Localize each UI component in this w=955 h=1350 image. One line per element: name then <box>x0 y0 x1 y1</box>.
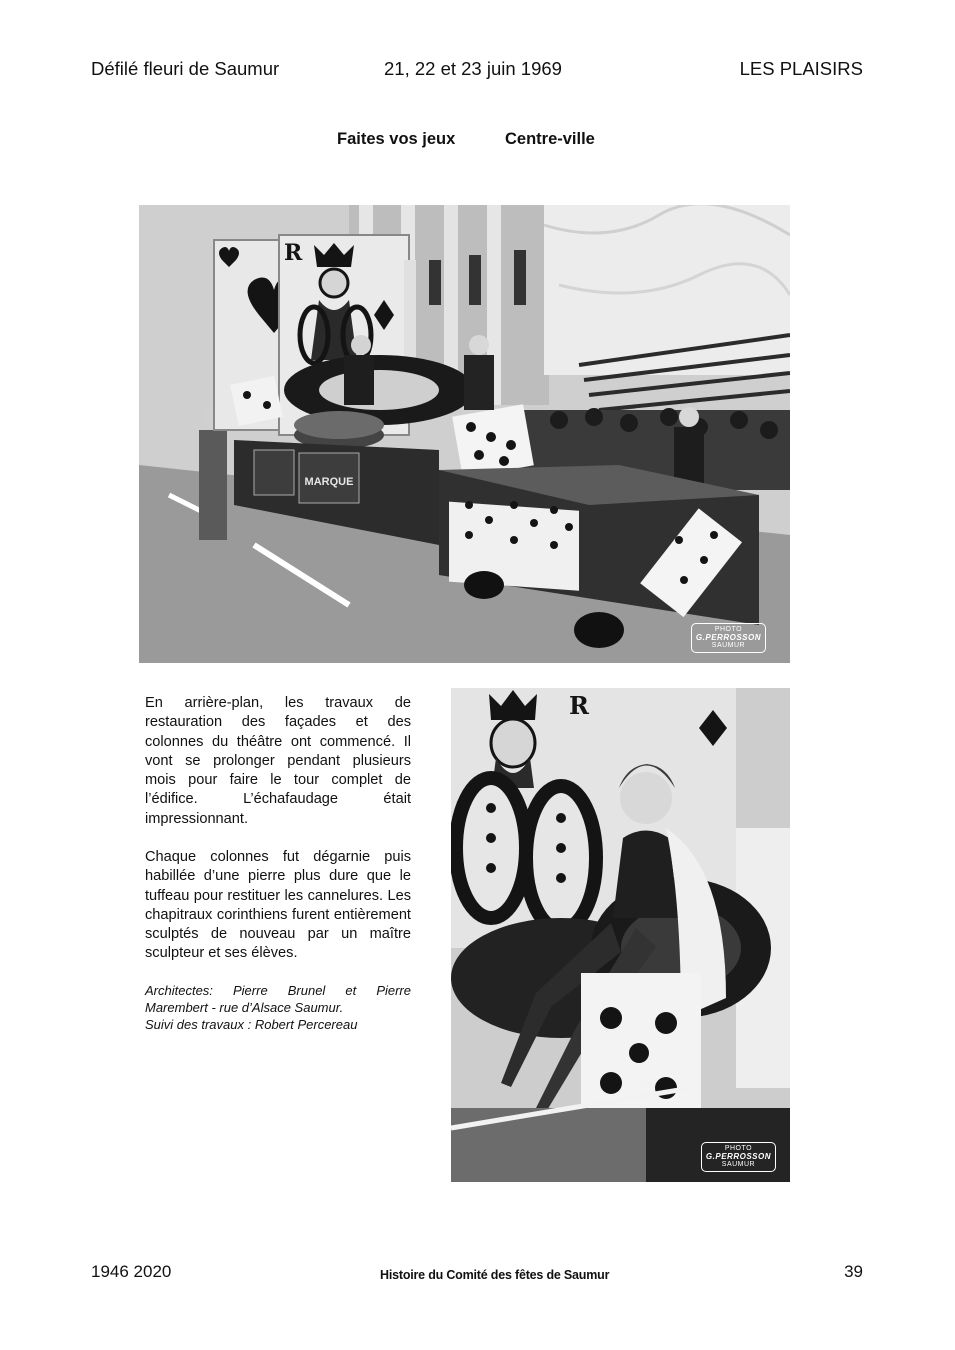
card-letter-top: R <box>284 240 303 266</box>
parade-float-photo <box>139 205 790 663</box>
photographer-stamp-bottom <box>701 1142 776 1172</box>
credit-supervision: Suivi des travaux : Robert Percereau <box>145 1017 358 1032</box>
parade-float-illustration <box>139 205 790 663</box>
paragraph-columns: Chaque colonnes fut dégarnie puis habillée d’une pierre plus dure que le tuffeau pour restituer les cannelures. Les chapitraux corinthiens furent entièrement sculptés de nouveau par un maître sculpteur et ses élèves. <box>145 849 411 962</box>
stamp-label: PHOTO <box>714 626 743 633</box>
header-section: LES PLAISIRS <box>739 58 863 79</box>
stamp-photographer: G.PERROSSON <box>695 633 761 642</box>
float-queen-photo <box>451 688 790 1182</box>
stamp-photographer-bottom: G.PERROSSON <box>705 1152 771 1161</box>
credits <box>145 982 411 1033</box>
stamp-label-bottom: PHOTO <box>724 1145 753 1152</box>
stamp-town-bottom: SAUMUR <box>721 1161 756 1168</box>
stamp-town: SAUMUR <box>711 642 746 649</box>
float-title: Faites vos jeux <box>337 130 456 148</box>
header-event-title: Défilé fleuri de Saumur <box>91 58 280 79</box>
header-date: 21, 22 et 23 juin 1969 <box>384 58 562 79</box>
page-number: 39 <box>844 1262 863 1281</box>
footer-book-title: Histoire du Comité des fêtes de Saumur <box>380 1268 610 1282</box>
credit-address: Marembert - rue d’Alsace Saumur. <box>145 1000 344 1015</box>
float-queen-illustration <box>451 688 790 1182</box>
float-sign-text: MARQUE <box>304 476 354 488</box>
photographer-stamp <box>691 623 766 653</box>
float-location: Centre-ville <box>505 130 595 148</box>
footer-years: 1946 2020 <box>91 1262 172 1281</box>
credit-architects: Architectes: Pierre Brunel et Pierre <box>145 983 411 998</box>
paragraph-restoration: En arrière-plan, les travaux de restauration des façades et des colonnes du théâtre ont commencé. Il vont se prolonger pendant plusieurs mois pour faire le tour complet de l’édifice. L’échafaudage était impressionnant. <box>145 695 411 827</box>
card-letter-bottom: R <box>569 691 589 720</box>
